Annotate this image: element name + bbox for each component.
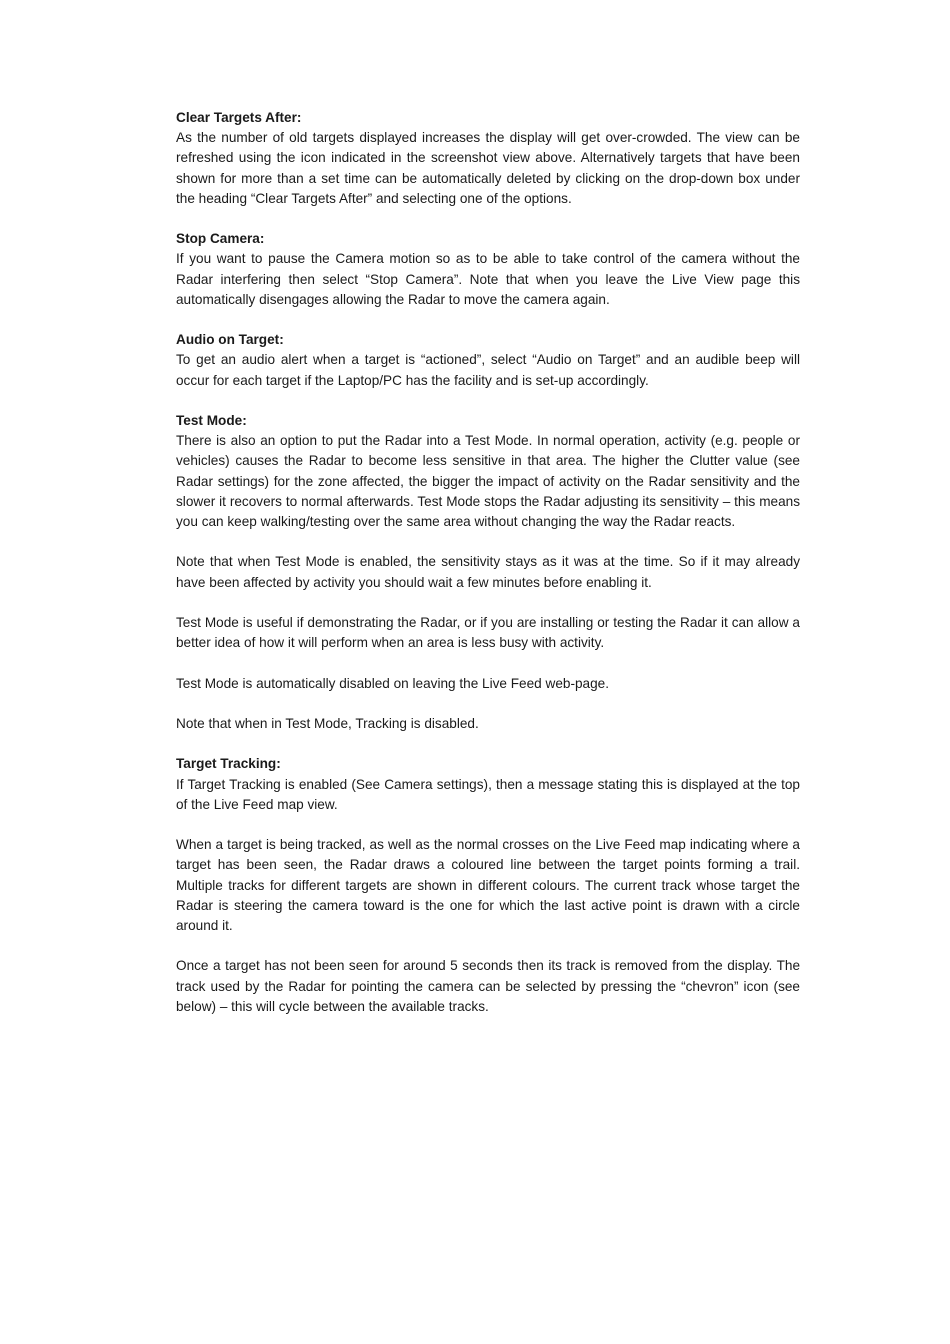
- paragraph: Test Mode is automatically disabled on leaving the Live Feed web-page.: [176, 675, 609, 691]
- paragraph: Test Mode is useful if demonstrating the Radar, or if you are installing or testing the Radar it can allow a better idea of how it will perform when an area is less busy with activity.: [176, 615, 800, 651]
- section-target-tracking: [176, 754, 800, 1017]
- paragraph: Note that when Test Mode is enabled, the sensitivity stays as it was at the time. So if it may already have been affected by activity you should wait a few minutes before enabling it.: [176, 554, 800, 590]
- paragraph: If Target Tracking is enabled (See Camera settings), then a message stating this is displayed at the top of the Live Feed map view.: [176, 776, 800, 812]
- paragraph: There is also an option to put the Radar into a Test Mode. In normal operation, activity (e.g. people or vehicles) causes the Radar to become less sensitive in that area. The higher the Clutter value (see Radar settings) for the zone affected, the bigger the impact of activity on the Radar sensitivity and the slower it recovers to normal afterwards. Test Mode stops the Radar adjusting its sensitivity – this means you can keep walking/testing over the same area without changing the way the Radar reacts.: [176, 433, 800, 530]
- paragraph: Once a target has not been seen for around 5 seconds then its track is removed from the display. The track used by the Radar for pointing the camera can be selected by pressing the “chevron” icon (see below) – this will cycle between the available tracks.: [176, 958, 800, 1014]
- section-heading: Test Mode:: [176, 413, 247, 428]
- paragraph: As the number of old targets displayed increases the display will get over-crowded. The view can be refreshed using the icon indicated in the screenshot view above. Alternatively targets that have been shown for more than a set time can be automatically deleted by clicking on the drop-down box under the heading “Clear Targets After” and selecting one of the options.: [176, 130, 800, 206]
- paragraph: Note that when in Test Mode, Tracking is disabled.: [176, 715, 479, 731]
- section-heading: Clear Targets After:: [176, 110, 302, 125]
- section-stop-camera: [176, 229, 800, 310]
- section-heading: Stop Camera:: [176, 231, 265, 247]
- paragraph: When a target is being tracked, as well as the normal crosses on the Live Feed map indicating where a target has been seen, the Radar draws a coloured line between the target points forming a trail. Multiple tracks for different targets are shown in different colours. The current track whose target the Radar is steering the camera toward is the one for which the last active point is drawn with a circle around it.: [176, 837, 800, 933]
- section-audio-on-target: [176, 330, 800, 391]
- section-clear-targets-after: [176, 108, 800, 209]
- document-page: [176, 108, 800, 1037]
- paragraph: If you want to pause the Camera motion so as to be able to take control of the camera without the Radar interfering then select “Stop Camera”. Note that when you leave the Live View page this automatically disengages allowing the Radar to move the camera again.: [176, 251, 800, 307]
- paragraph: To get an audio alert when a target is “actioned”, select “Audio on Target” and an audible beep will occur for each target if the Laptop/PC has the facility and is set-up accordingly.: [176, 352, 800, 388]
- section-test-mode: [176, 411, 800, 734]
- section-heading: Target Tracking:: [176, 756, 281, 772]
- section-heading: Audio on Target:: [176, 332, 284, 348]
